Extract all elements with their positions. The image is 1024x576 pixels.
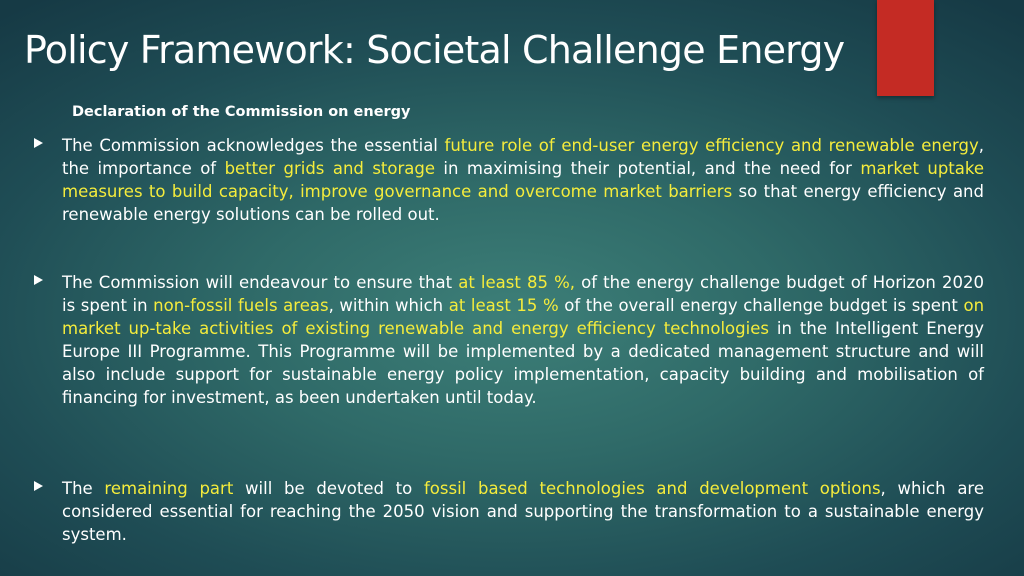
highlighted-text: non-fossil fuels areas	[153, 296, 329, 315]
highlighted-text: future role of end-user energy efficiency and renewable energy	[444, 136, 979, 155]
slide-subtitle: Declaration of the Commission on energy	[72, 104, 411, 120]
slide-title: Policy Framework: Societal Challenge Energy	[24, 28, 845, 72]
highlighted-text: at least 85 %,	[458, 273, 575, 292]
bullet-text	[62, 134, 984, 226]
highlighted-text: at least 15 %	[448, 296, 559, 315]
highlighted-text: better grids and storage	[224, 159, 435, 178]
body-text: , within which	[328, 296, 449, 315]
bullet-item	[34, 271, 984, 409]
body-text: of the energy challenge budget of Horizon 2020 is spent in	[62, 273, 984, 315]
body-text: so that energy efficiency and renewable energy solutions can be rolled out.	[62, 182, 984, 224]
triangle-bullet-icon	[34, 275, 43, 285]
bullet-item	[34, 477, 984, 546]
body-text: , the importance of	[62, 136, 984, 178]
body-text: of the overall energy challenge budget is spent	[558, 296, 964, 315]
body-text: The	[62, 479, 105, 498]
highlighted-text: market uptake measures to build capacity, improve governance and overcome market barriers	[62, 159, 984, 201]
highlighted-text: fossil based technologies and development options	[423, 479, 881, 498]
bullet-text	[62, 271, 984, 409]
bullet-item	[34, 134, 984, 226]
body-text: will be devoted to	[233, 479, 424, 498]
body-text: The Commission will endeavour to ensure that	[62, 273, 459, 292]
bullet-text	[62, 477, 984, 546]
accent-bar	[877, 0, 934, 96]
body-text: in maximising their potential, and the need for	[435, 159, 861, 178]
body-text: The Commission acknowledges the essential	[62, 136, 445, 155]
triangle-bullet-icon	[34, 481, 43, 491]
highlighted-text: on market up-take activities of existing renewable and energy efficiency technologies	[62, 296, 985, 338]
triangle-bullet-icon	[34, 138, 43, 148]
body-text: in the Intelligent Energy Europe III Programme. This Programme will be implemented by a dedicated management structure and will also include support for sustainable energy policy implementation, capacity building and mobilisation of financing for investment, as been undertaken until today.	[62, 319, 984, 407]
body-text: , which are considered essential for reaching the 2050 vision and supporting the transformation to a sustainable energy system.	[62, 479, 984, 544]
highlighted-text: remaining part	[104, 479, 234, 498]
